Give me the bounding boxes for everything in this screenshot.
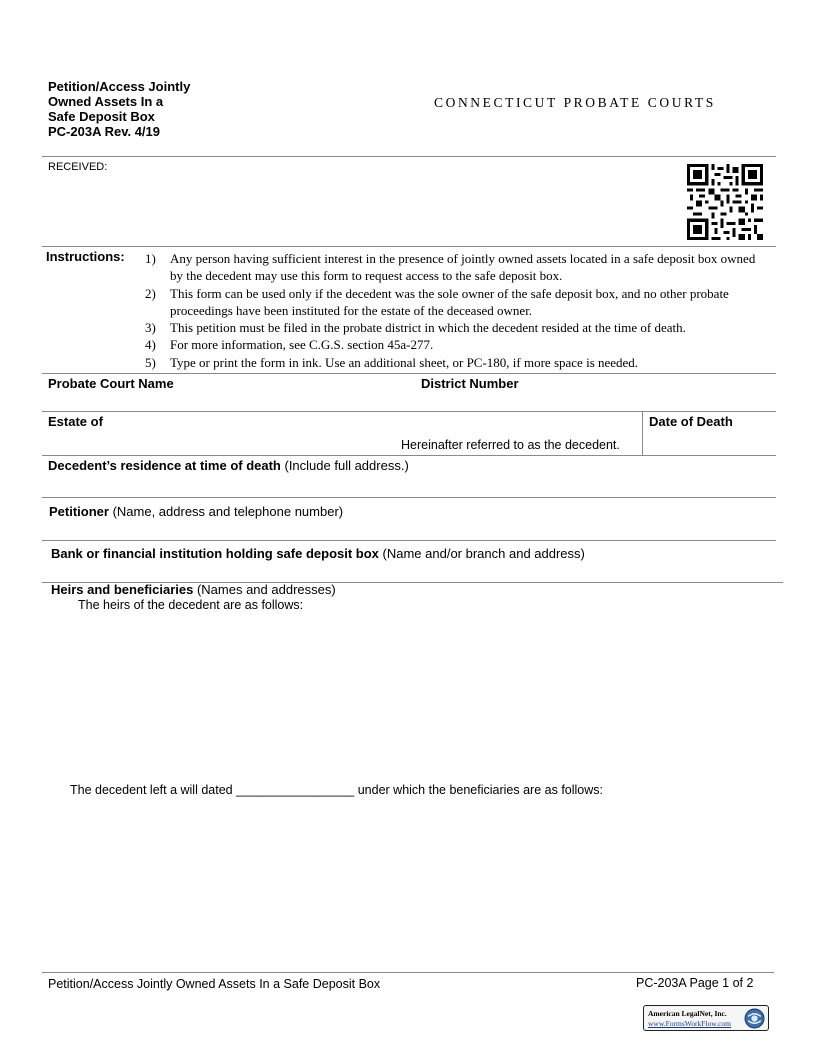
- footer-divider: [42, 972, 774, 973]
- instruction-number: 2): [145, 285, 156, 301]
- heirs-field: [51, 582, 336, 597]
- beneficiaries-entry-area[interactable]: [70, 804, 768, 954]
- residence-note: (Include full address.): [280, 458, 409, 473]
- residence-field[interactable]: [48, 458, 409, 473]
- bank-label: Bank or financial institution holding safe deposit box: [51, 546, 379, 561]
- instruction-text: Any person having sufficient interest in the presence of jointly owned assets located in a safe deposit box owned by the decedent may use this form to request access to the safe deposit box.: [170, 251, 756, 284]
- form-number: PC-203A Rev. 4/19: [48, 124, 161, 139]
- divider: [42, 455, 776, 456]
- instruction-number: 5): [145, 354, 156, 370]
- estate-of-field[interactable]: Estate of: [48, 414, 103, 429]
- footer-title: Petition/Access Jointly Owned Assets In a Safe Deposit Box: [48, 977, 381, 991]
- instruction-number: 3): [145, 320, 156, 336]
- hereinafter-note: Hereinafter referred to as the decedent.: [401, 438, 620, 452]
- globe-logo-icon: [744, 1008, 765, 1029]
- bank-note: (Name and/or branch and address): [378, 546, 585, 561]
- formsworkflow-badge[interactable]: [643, 1005, 769, 1031]
- instruction-item: [145, 354, 765, 371]
- divider: [42, 497, 776, 498]
- form-title: [48, 79, 218, 139]
- date-of-death-field[interactable]: Date of Death: [649, 414, 733, 429]
- instruction-item: [145, 336, 765, 353]
- form-title-line: Petition/Access Jointly: [48, 79, 191, 94]
- instruction-item: [145, 250, 765, 285]
- instruction-item: [145, 285, 765, 320]
- received-label: RECEIVED:: [48, 161, 108, 173]
- page-number: PC-203A Page 1 of 2: [636, 976, 754, 990]
- instructions-list: [145, 250, 765, 371]
- will-sentence: The decedent left a will dated _________________ under which the beneficiaries are as follows:: [70, 783, 604, 797]
- heirs-intro: The heirs of the decedent are as follows:: [78, 598, 304, 612]
- qr-code-icon: [687, 164, 763, 240]
- heirs-entry-area[interactable]: [78, 616, 768, 766]
- residence-label: Decedent’s residence at time of death: [48, 458, 281, 473]
- district-number-field[interactable]: District Number: [421, 376, 519, 391]
- court-name: CONNECTICUT PROBATE COURTS: [434, 95, 716, 110]
- divider: [42, 540, 776, 541]
- badge-link[interactable]: www.FormsWorkFlow.com: [648, 1019, 732, 1028]
- petitioner-label: Petitioner: [49, 504, 109, 519]
- form-title-line: Safe Deposit Box: [48, 109, 155, 124]
- heirs-label: Heirs and beneficiaries: [51, 582, 194, 597]
- form-title-line: Owned Assets In a: [48, 94, 164, 109]
- petitioner-field[interactable]: [49, 504, 343, 519]
- instructions-label: Instructions:: [46, 249, 125, 264]
- instruction-number: 4): [145, 337, 156, 353]
- column-divider: [642, 411, 643, 455]
- heirs-note: (Names and addresses): [193, 582, 336, 597]
- bank-field[interactable]: [51, 546, 585, 561]
- instruction-text: For more information, see C.G.S. section 45a-277.: [170, 337, 434, 353]
- instruction-number: 1): [145, 251, 156, 266]
- instruction-text: This petition must be filed in the probate district in which the decedent resided at the time of death.: [170, 320, 686, 336]
- divider: [42, 156, 776, 157]
- probate-court-name-field[interactable]: Probate Court Name: [48, 376, 174, 391]
- badge-company: American LegalNet, Inc.: [648, 1009, 727, 1018]
- instruction-text: This form can be used only if the decedent was the sole owner of the safe deposit box, and no other probate proceedings have been instituted for the estate of the deceased owner.: [170, 285, 729, 318]
- divider: [42, 411, 776, 412]
- instruction-item: [145, 319, 765, 336]
- divider: [42, 246, 776, 247]
- instruction-text: Type or print the form in ink. Use an additional sheet, or PC-180, if more space is needed.: [170, 354, 639, 370]
- petitioner-note: (Name, address and telephone number): [108, 504, 344, 519]
- divider: [42, 373, 776, 374]
